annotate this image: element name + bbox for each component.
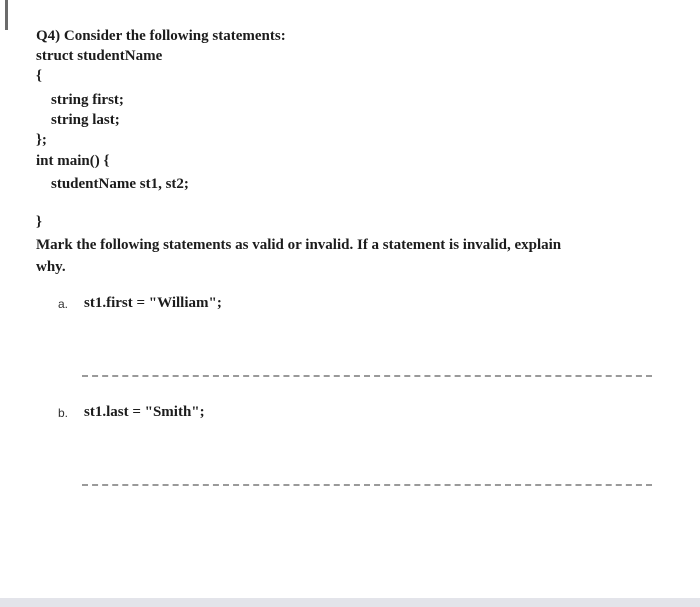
code-struct-declaration: struct studentName bbox=[36, 48, 163, 64]
item-a-statement: st1.first = "William"; bbox=[84, 295, 222, 311]
code-member-first: string first; bbox=[51, 92, 124, 108]
code-open-brace: { bbox=[36, 68, 42, 84]
code-main-close-brace: } bbox=[36, 214, 42, 230]
code-main-declaration: int main() { bbox=[36, 153, 110, 169]
code-close-brace: }; bbox=[36, 132, 47, 148]
instruction-line-2: why. bbox=[36, 259, 66, 275]
code-member-last: string last; bbox=[51, 112, 120, 128]
code-variable-declaration: studentName st1, st2; bbox=[51, 176, 189, 192]
page-edge-marker bbox=[5, 0, 8, 30]
instruction-line-1: Mark the following statements as valid or invalid. If a statement is invalid, explain bbox=[36, 237, 562, 253]
question-heading: Q4) Consider the following statements: bbox=[36, 28, 286, 44]
item-b-label: b. bbox=[58, 406, 69, 420]
item-b-answer-line bbox=[82, 484, 652, 486]
item-b-statement: st1.last = "Smith"; bbox=[84, 404, 205, 420]
item-a-label: a. bbox=[58, 297, 69, 311]
bottom-strip bbox=[0, 598, 700, 607]
item-a-answer-line bbox=[82, 375, 652, 377]
